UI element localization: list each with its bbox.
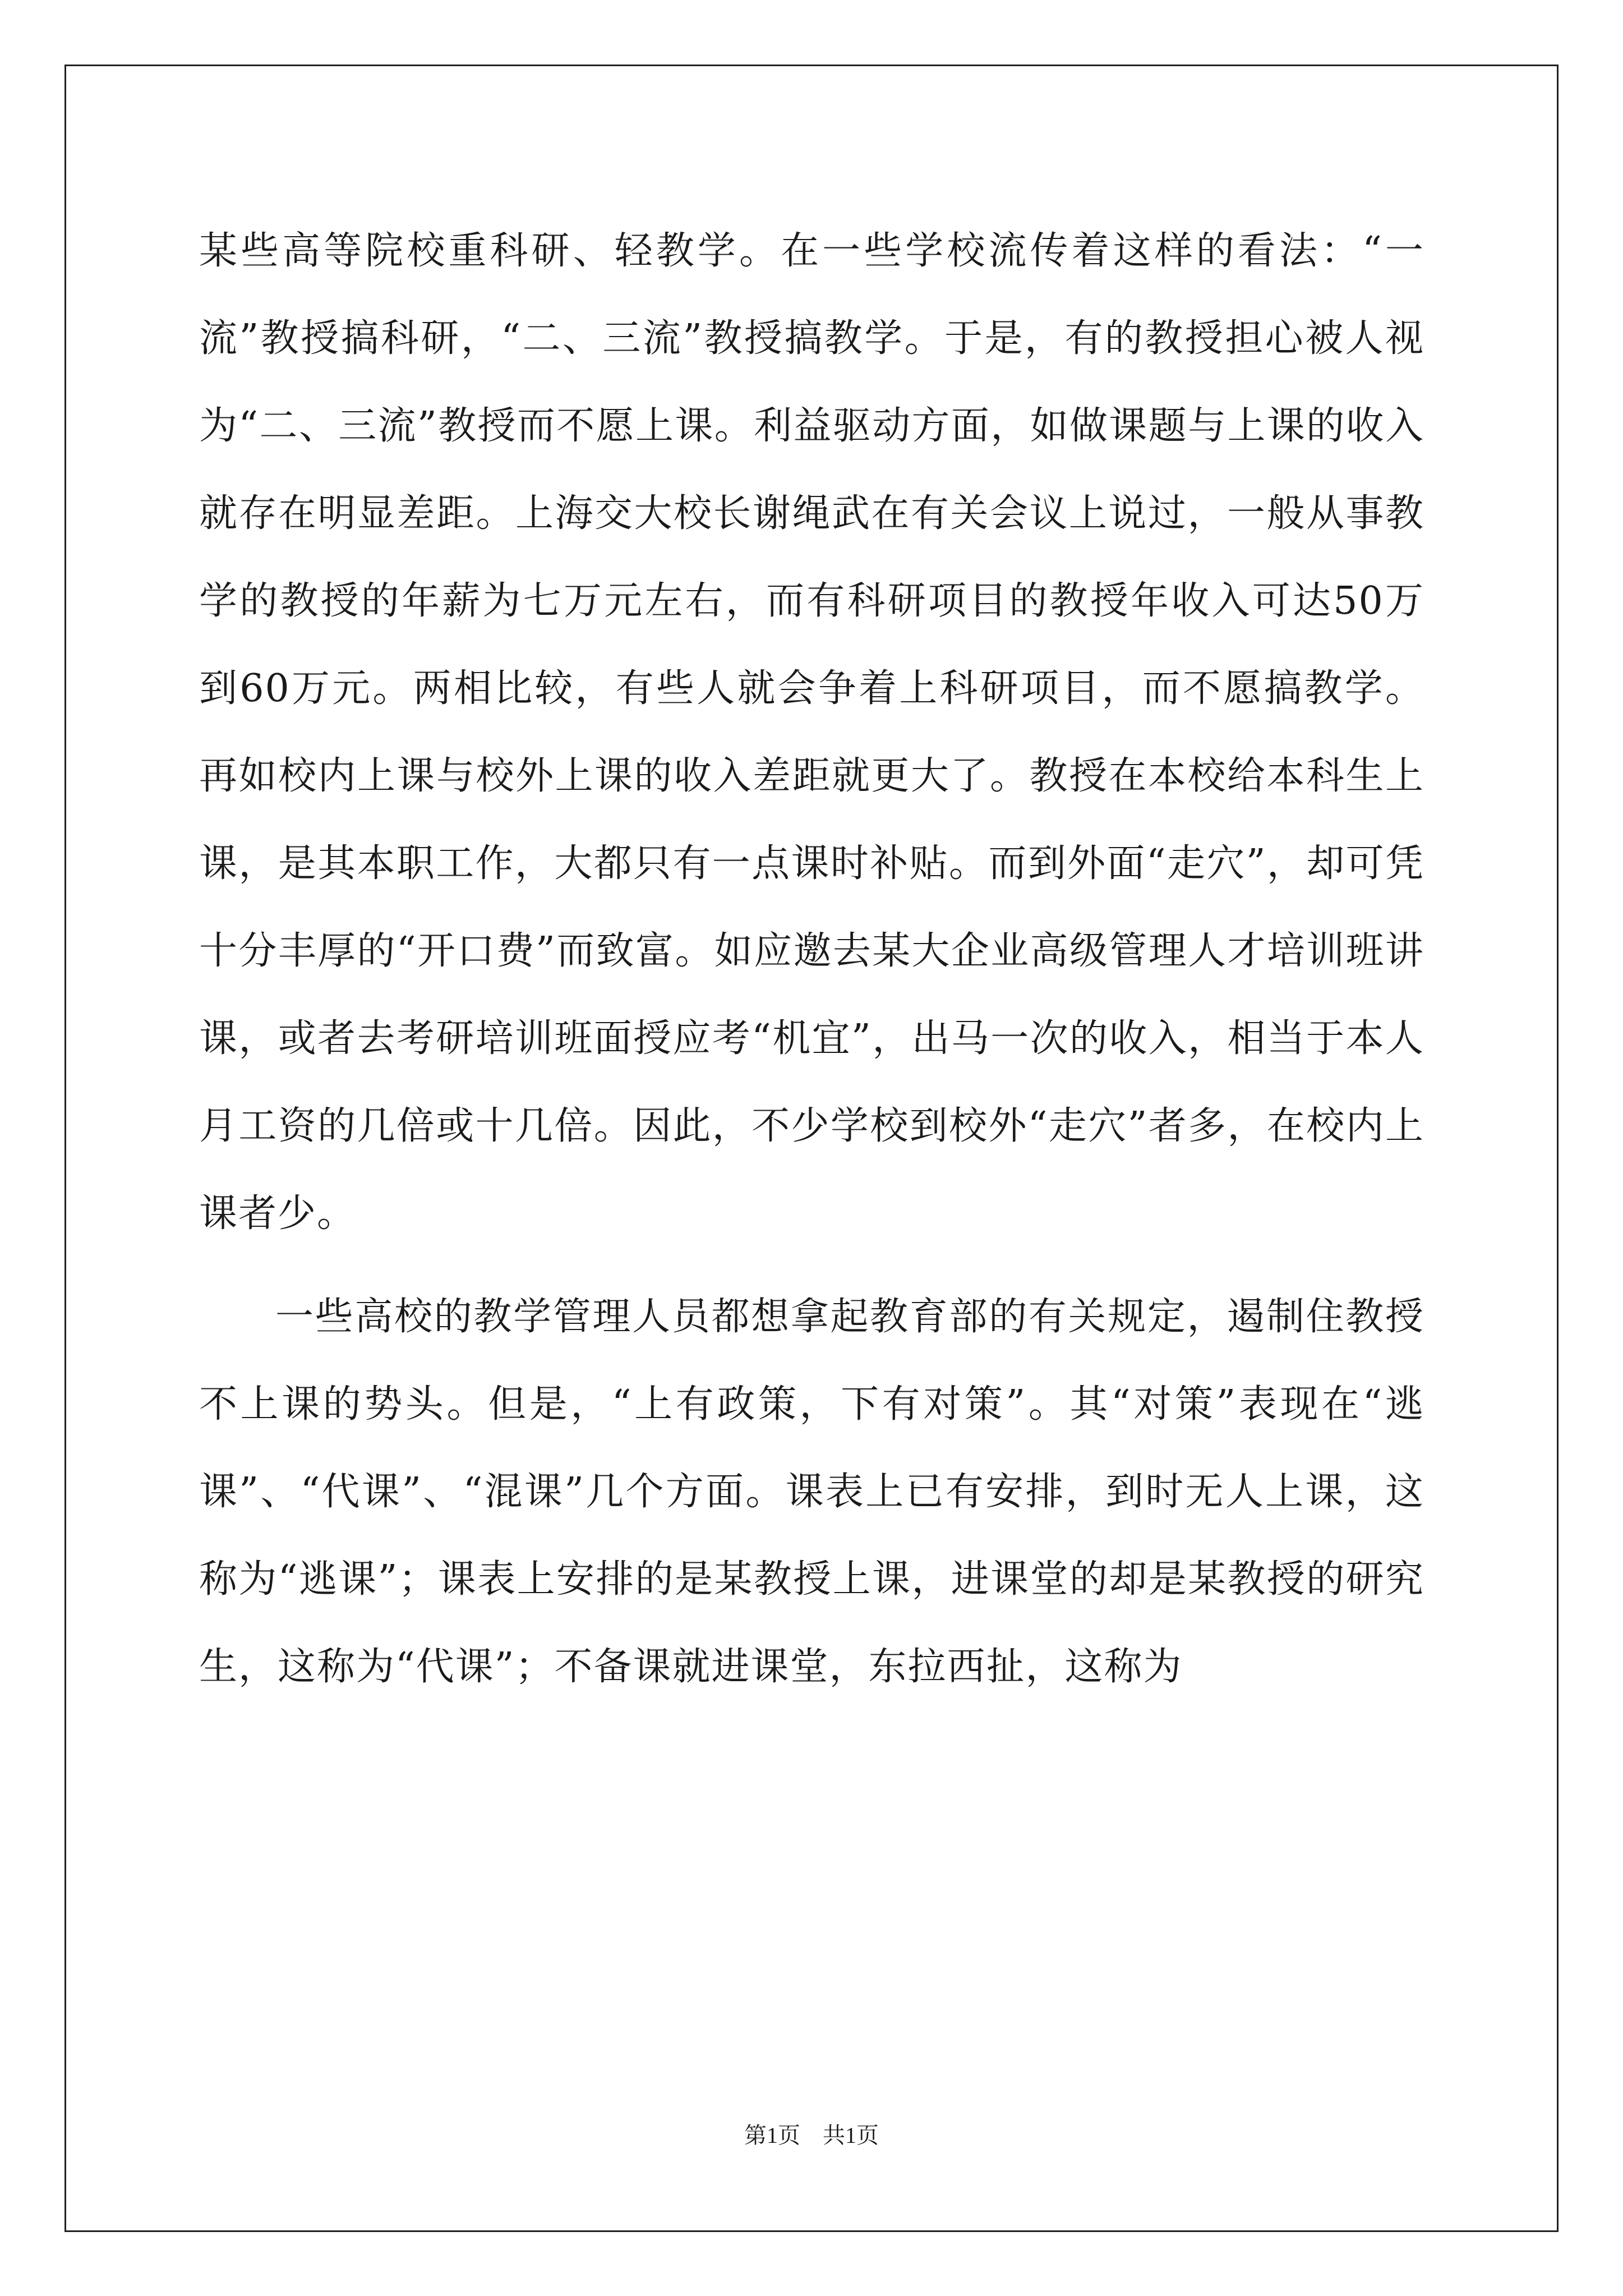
page-footer <box>0 2118 1623 2150</box>
page-number-total: 共1页 <box>823 2123 879 2148</box>
page-number-current: 第1页 <box>744 2123 800 2148</box>
document-body <box>199 208 1424 1711</box>
paragraph-1: 某些高等院校重科研、轻教学。在一些学校流传着这样的看法：“一流”教授搞科研，“二、三流”教授搞教学。于是，有的教授担心被人视为“二、三流”教授而不愿上课。利益驱动方面，如做课题与上课的收入就存在明显差距。上海交大校长谢绳武在有关会议上说过，一般从事教学的教授的年薪为七万元左右，而有科研项目的教授年收入可达50万到60万元。两相比较，有些人就会争着上科研项目，而不愿搞教学。再如校内上课与校外上课的收入差距就更大了。教授在本校给本科生上课，是其本职工作，大都只有一点课时补贴。而到外面“走穴”，却可凭十分丰厚的“开口费”而致富。如应邀去某大企业高级管理人才培训班讲课，或者去考研培训班面授应考“机宜”，出马一次的收入，相当于本人月工资的几倍或十几倍。因此，不少学校到校外“走穴”者多，在校内上课者少。 <box>199 229 1424 1236</box>
paragraph-2: 一些高校的教学管理人员都想拿起教育部的有关规定，遏制住教授不上课的势头。但是，“上有政策，下有对策”。其“对策”表现在“逃课”、“代课”、“混课”几个方面。课表上已有安排，到时无人上课，这称为“逃课”；课表上安排的是某教授上课，进课堂的却是某教授的研究生，这称为“代课”；不备课就进课堂，东拉西扯，这称为 <box>199 1295 1424 1689</box>
